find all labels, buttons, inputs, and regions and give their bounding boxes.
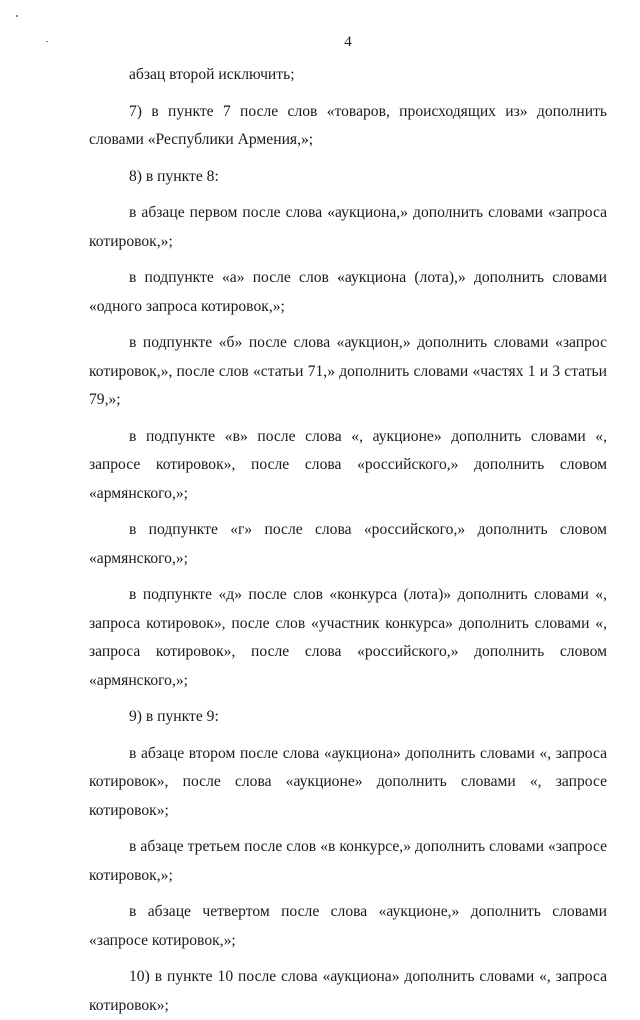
paragraph: в абзаце первом после слова «аукциона,» дополнить словами «запроса котировок,»; bbox=[89, 204, 607, 250]
paragraph: в подпункте «д» после слов «конкурса (лота)» дополнить словами «, запроса котировок», после слов «участник конкурса» дополнить словами «, запроса котировок», после слова «российского,» дополнить словом «армянского,»; bbox=[89, 586, 607, 689]
paragraph: 7) в пункте 7 после слов «товаров, происходящих из» дополнить словами «Республики Армения,»; bbox=[89, 102, 607, 148]
page-number: 4 bbox=[344, 34, 352, 50]
paragraph: в подпункте «г» после слова «российского,» дополнить словом «армянского,»; bbox=[89, 521, 607, 567]
paragraph: в абзаце третьем после слов «в конкурсе,» дополнить словами «запросе котировок,»; bbox=[89, 838, 607, 884]
paragraph: в абзаце четвертом после слова «аукционе,» дополнить словами «запросе котировок,»; bbox=[89, 903, 607, 949]
document-body bbox=[89, 61, 607, 1020]
paragraph: в подпункте «в» после слова «, аукционе» дополнить словами «, запросе котировок», после слова «российского,» дополнить словом «армянского,»; bbox=[89, 427, 607, 502]
paragraph: в абзаце втором после слова «аукциона» дополнить словами «, запроса котировок», после слова «аукционе» дополнить словами «, запросе котировок»; bbox=[89, 744, 607, 819]
paragraph: в подпункте «б» после слова «аукцион,» дополнить словами «запрос котировок,», после слов «статьи 71,» дополнить словами «частях 1 и 3 статьи 79,»; bbox=[89, 334, 607, 408]
paragraph: 10) в пункте 10 после слова «аукциона» дополнить словами «, запроса котировок»; bbox=[89, 968, 607, 1014]
paragraph: 9) в пункте 9: bbox=[129, 708, 219, 725]
paragraph: в подпункте «а» после слов «аукциона (лота),» дополнить словами «одного запроса котировок,»; bbox=[89, 269, 607, 315]
scan-artifact-dot bbox=[16, 15, 18, 17]
paragraph: абзац второй исключить; bbox=[129, 66, 295, 83]
paragraph: 8) в пункте 8: bbox=[129, 167, 219, 185]
